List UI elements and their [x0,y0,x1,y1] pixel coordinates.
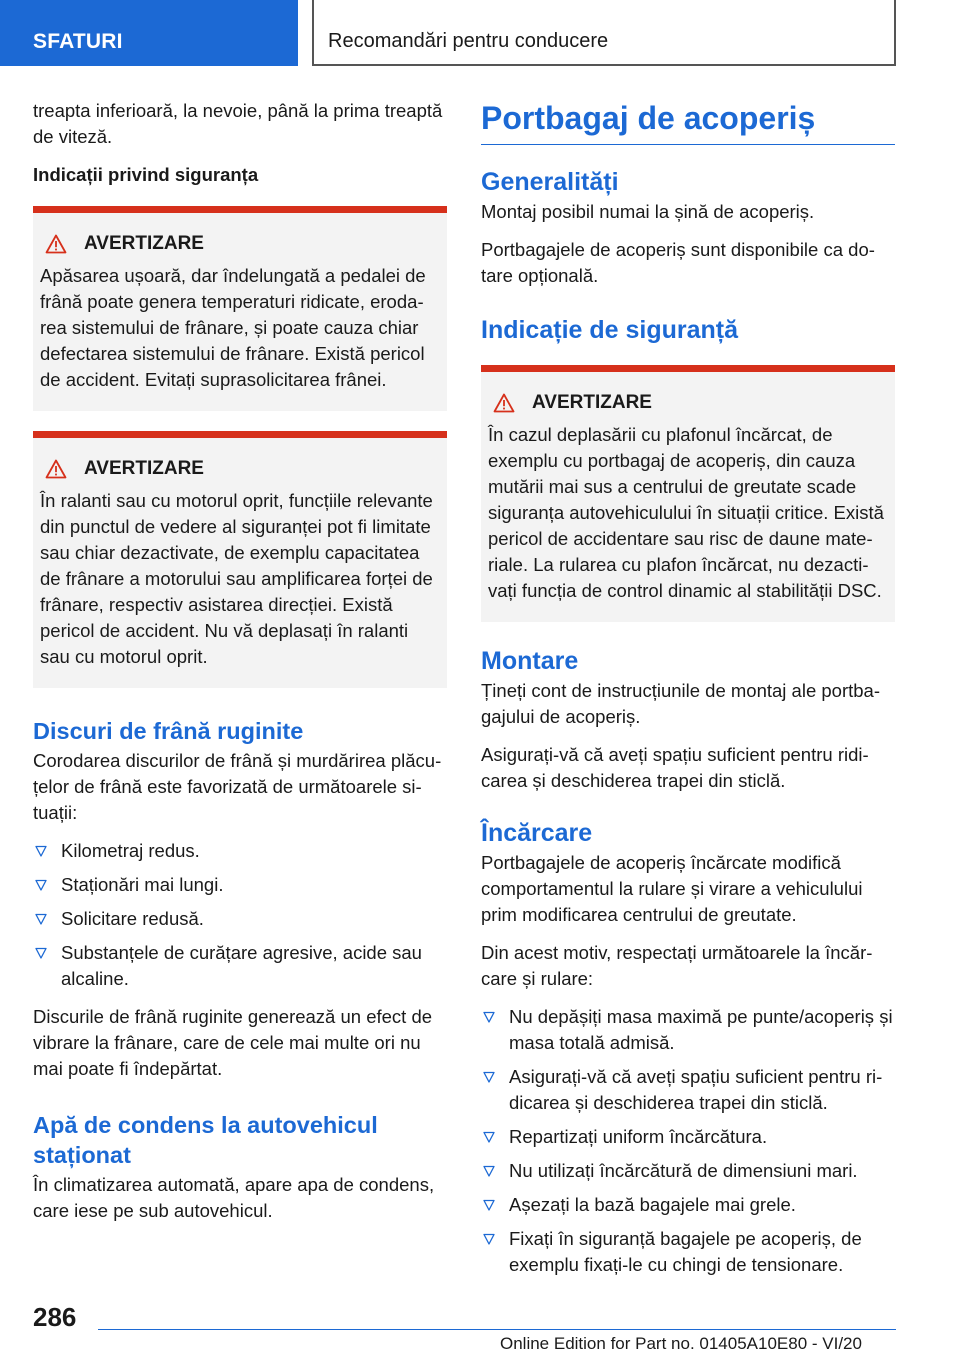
triangle-bullet-icon [483,1011,495,1023]
general-p2: Portbagajele de acoperiș sunt disponibile ca dotare opțională. [481,239,875,286]
triangle-bullet-icon [483,1199,495,1211]
page-number: 286 [33,1302,77,1332]
condensation-heading: Apă de condens la autovehicul staționat [33,1112,378,1168]
warning-box-idle [33,431,447,688]
triangle-bullet-icon [483,1233,495,1245]
list-item: Nu utilizați încărcătură de dimensiuni mari. [481,1158,895,1184]
triangle-bullet-icon [483,1071,495,1083]
page-header [0,0,960,66]
triangle-bullet-icon [35,879,47,891]
rusty-discs-list [33,838,447,992]
mounting-p1: Țineți cont de instrucțiunile de montaj ale portbagajului de acoperiș. [481,680,881,727]
edition-info: Online Edition for Part no. 01405A10E80 - VI/20 [500,1334,862,1353]
list-item: Fixați în siguranță bagajele pe acoperiș, de exemplu fixați-le cu chingi de tensionare. [481,1226,895,1278]
warning-label: AVERTIZARE [532,392,652,413]
warning-text: Apăsarea ușoară, dar îndelungată a pedalei de frână poate genera temperaturi ridicate, erodarea sistemului de frânare, și poate cauza chiar defectarea sistemului de frânare. Există pericol de accident. Evitați suprasolicitarea frânei. [40,265,426,390]
warning-label: AVERTIZARE [84,458,204,479]
list-item: Repartizați uniform încărcătura. [481,1124,895,1150]
loading-heading: Încărcare [481,819,593,847]
triangle-bullet-icon [35,913,47,925]
list-item: Kilometraj redus. [33,838,447,864]
footer-divider [98,1329,896,1330]
warning-box-roof [481,365,895,622]
mounting-p2: Asigurați-vă că aveți spațiu suficient pentru ridicarea și deschiderea trapei din sticlă. [481,744,869,791]
list-item: Solicitare redusă. [33,906,447,932]
warning-box-brake [33,206,447,411]
triangle-bullet-icon [35,947,47,959]
right-column [481,98,895,1290]
intro-paragraph: treapta inferioară, la nevoie, până la prima treaptă de viteză. [33,100,443,147]
section-tab: SFATURI [0,0,298,66]
general-heading: Generalități [481,168,619,196]
warning-label: AVERTIZARE [84,233,204,254]
triangle-bullet-icon [35,845,47,857]
mounting-heading: Montare [481,647,579,675]
rusty-discs-outro: Discurile de frână ruginite generează un efect de vibrare la frânare, care de cele mai multe ori nu mai poate fi îndepărtat. [33,1006,433,1079]
warning-text: În ralanti sau cu motorul oprit, funcțiile relevante din punctul de vedere al siguranței pot fi limitate sau chiar dezactivate, de exemplu capacitatea de frânare a motorului sau amplificarea forței de frânare, respectiv asistarea direcției. Există pericol de accident. Nu vă deplasați în ralanti sau cu motorul oprit. [40,490,433,667]
triangle-bullet-icon [483,1131,495,1143]
loading-p2: Din acest motiv, respectați următoarele la încărcare și rulare: [481,942,873,989]
safety-heading: Indicații privind siguranța [33,164,259,185]
list-item: Substanțele de curățare agresive, acide sau alcaline. [33,940,447,992]
safety-note-heading: Indicație de siguranță [481,316,739,344]
warning-triangle-icon [493,393,515,413]
rusty-discs-heading: Discuri de frână ruginite [33,718,304,744]
list-item: Așezați la bază bagajele mai grele. [481,1192,895,1218]
triangle-bullet-icon [483,1165,495,1177]
left-column [33,98,447,1236]
roof-rack-title: Portbagaj de acoperiș [481,98,895,145]
condensation-text: În climatizarea automată, apare apa de condens, care iese pe sub autovehicul. [33,1174,435,1221]
general-p1: Montaj posibil numai la șină de acoperiș. [481,201,815,222]
chapter-title: Recomandări pentru conducere [312,0,896,66]
list-item: Staționări mai lungi. [33,872,447,898]
warning-triangle-icon [45,234,67,254]
warning-triangle-icon [45,459,67,479]
list-item: Asigurați-vă că aveți spațiu suficient pentru ridicarea și deschiderea trapei din sticlă. [481,1064,895,1116]
loading-p1: Portbagajele de acoperiș încărcate modifică comportamentul la rulare și virare a vehiculului prim modificarea centrului de greutate. [481,852,863,925]
list-item: Nu depășiți masa maximă pe punte/acoperiș și masa totală admisă. [481,1004,895,1056]
rusty-discs-intro: Corodarea discurilor de frână și murdărirea plăcuțelor de frână este favorizată de următoarele situații: [33,750,442,823]
warning-text: În cazul deplasării cu plafonul încărcat, de exemplu cu portbagaj de acoperiș, din cauza mutării mai sus a centrului de greutate scade siguranța autovehiculului în situații critice. Există pericol de accidentare sau risc de daune materiale. La rularea cu plafon încărcat, nu dezactivați funcția de control dinamic al stabilității DSC. [488,424,884,601]
loading-list [481,1004,895,1278]
